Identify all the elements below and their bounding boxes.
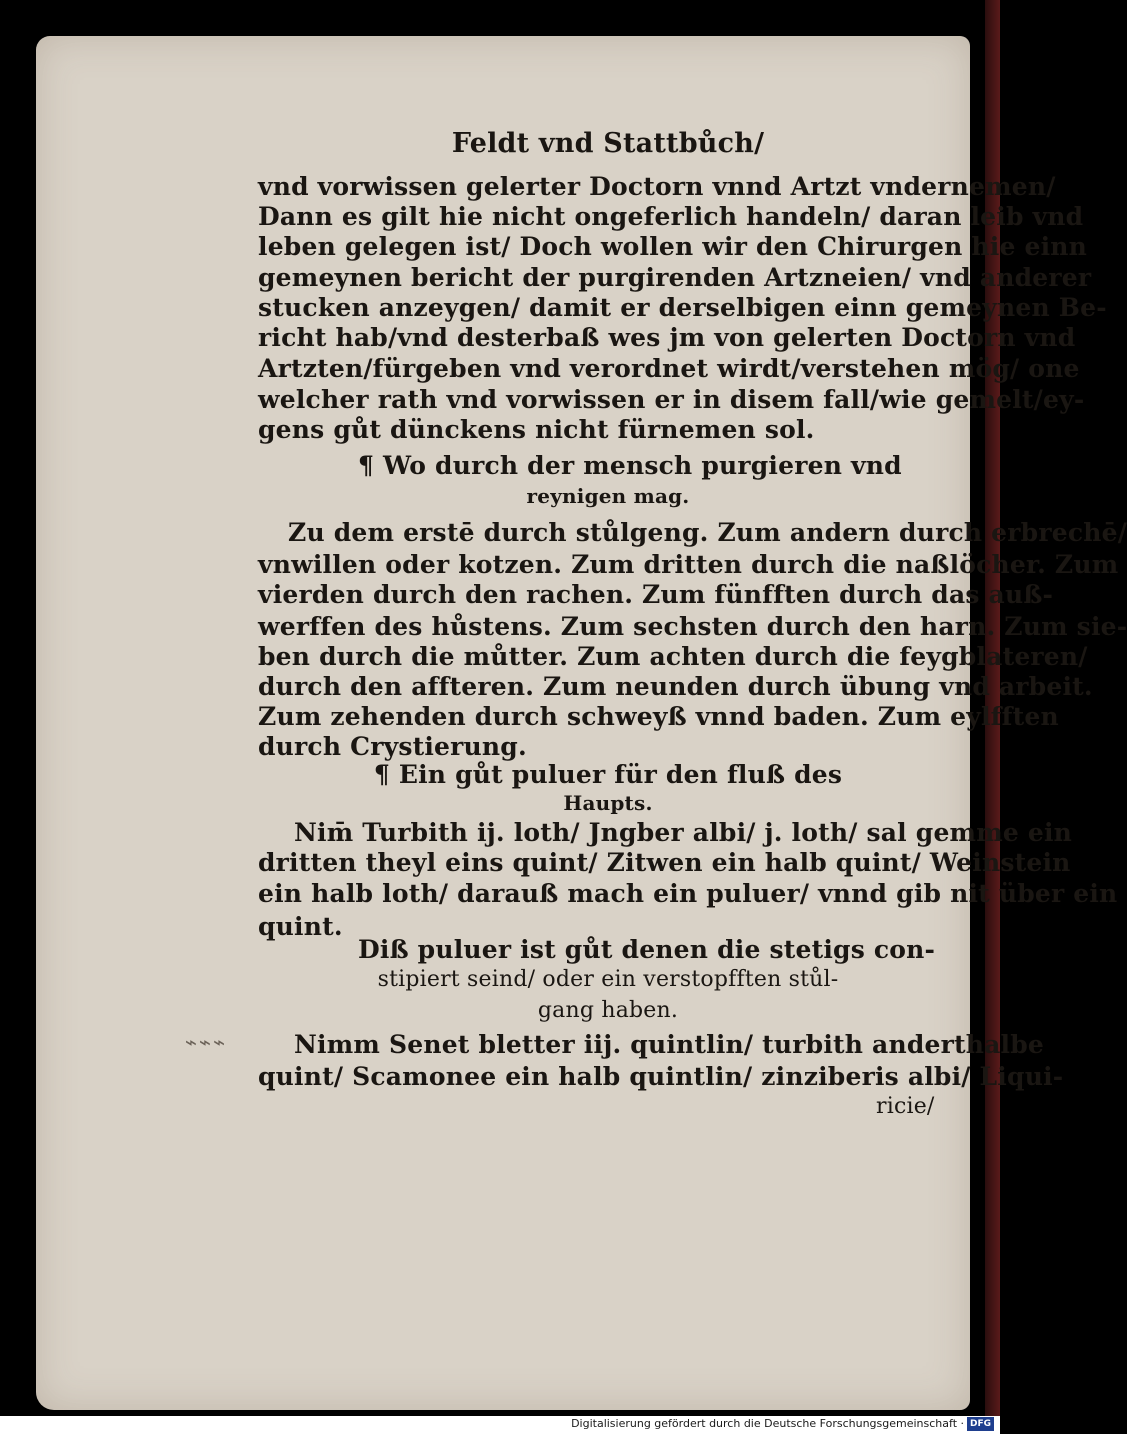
pencil-marks: ⌁⌁⌁ (185, 1030, 228, 1054)
text-line: vierden durch den rachen. Zum fünfften durch das auß- (258, 580, 1054, 609)
text-line: durch Crystierung. (258, 732, 527, 761)
text-line: quint/ Scamonee ein halb quintlin/ zinziberis albi/ Liqui- (258, 1062, 1064, 1091)
catchword: ricie/ (876, 1094, 935, 1119)
section-heading: reynigen mag. (526, 484, 690, 508)
footer-credit: Digitalisierung gefördert durch die Deutsche Forschungsgemeinschaft · (571, 1417, 964, 1430)
text-line: Nim̄ Turbith ij. loth/ Jngber albi/ j. loth/ sal gemme ein (294, 818, 1073, 847)
dfg-logo-icon: DFG (967, 1417, 994, 1431)
text-line: gemeynen bericht der purgirenden Artzneien/ vnd anderer (258, 263, 1092, 292)
section-heading: ¶ Ein gůt puluer für den fluß des (373, 760, 843, 789)
text-line: vnd vorwissen gelerter Doctorn vnnd Artzt vndernemen/ (258, 172, 1056, 201)
text-line: Artzten/fürgeben vnd verordnet wirdt/verstehen mög/ one (258, 354, 1080, 383)
section-heading: Diß puluer ist gůt denen die stetigs con- (358, 935, 936, 964)
section-heading: stipiert seind/ oder ein verstopfften stůl- (377, 967, 839, 992)
text-line: Dann es gilt hie nicht ongeferlich handeln/ daran leib vnd (258, 202, 1084, 231)
text-line: welcher rath vnd vorwissen er in disem fall/wie gemelt/ey- (258, 385, 1085, 414)
section-heading: ¶ Wo durch der mensch purgieren vnd (358, 451, 902, 480)
section-heading: Haupts. (563, 791, 653, 815)
text-line: gens gůt dünckens nicht fürnemen sol. (258, 415, 815, 444)
running-header: Feldt vnd Stattbůch/ (451, 128, 765, 159)
text-line: leben gelegen ist/ Doch wollen wir den Chirurgen hie einn (258, 232, 1088, 261)
text-line: Zu dem erstē durch stůlgeng. Zum andern durch erbrechē/ (288, 518, 1127, 547)
text-line: richt hab/vnd desterbaß wes jm von gelerten Doctorn vnd (258, 323, 1076, 352)
text-line: Zum zehenden durch schweyß vnnd baden. Zum eylfften (258, 702, 1059, 731)
text-line: werffen des hůstens. Zum sechsten durch den harn. Zum sie- (258, 612, 1127, 641)
text-line: ein halb loth/ darauß mach ein puluer/ vnnd gib nit über ein (258, 879, 1118, 908)
text-line: dritten theyl eins quint/ Zitwen ein halb quint/ Weinstein (258, 848, 1071, 877)
text-line: vnwillen oder kotzen. Zum dritten durch die naßlöcher. Zum (258, 550, 1119, 579)
text-line: Nimm Senet bletter iij. quintlin/ turbith anderthalbe (294, 1030, 1044, 1059)
text-line: ben durch die můtter. Zum achten durch die feygblateren/ (258, 642, 1088, 671)
text-line: quint. (258, 912, 343, 941)
text-line: stucken anzeygen/ damit er derselbigen einn gemeynen Be- (258, 293, 1107, 322)
section-heading: gang haben. (537, 998, 679, 1023)
text-line: durch den affteren. Zum neunden durch übung vnd arbeit. (258, 672, 1093, 701)
